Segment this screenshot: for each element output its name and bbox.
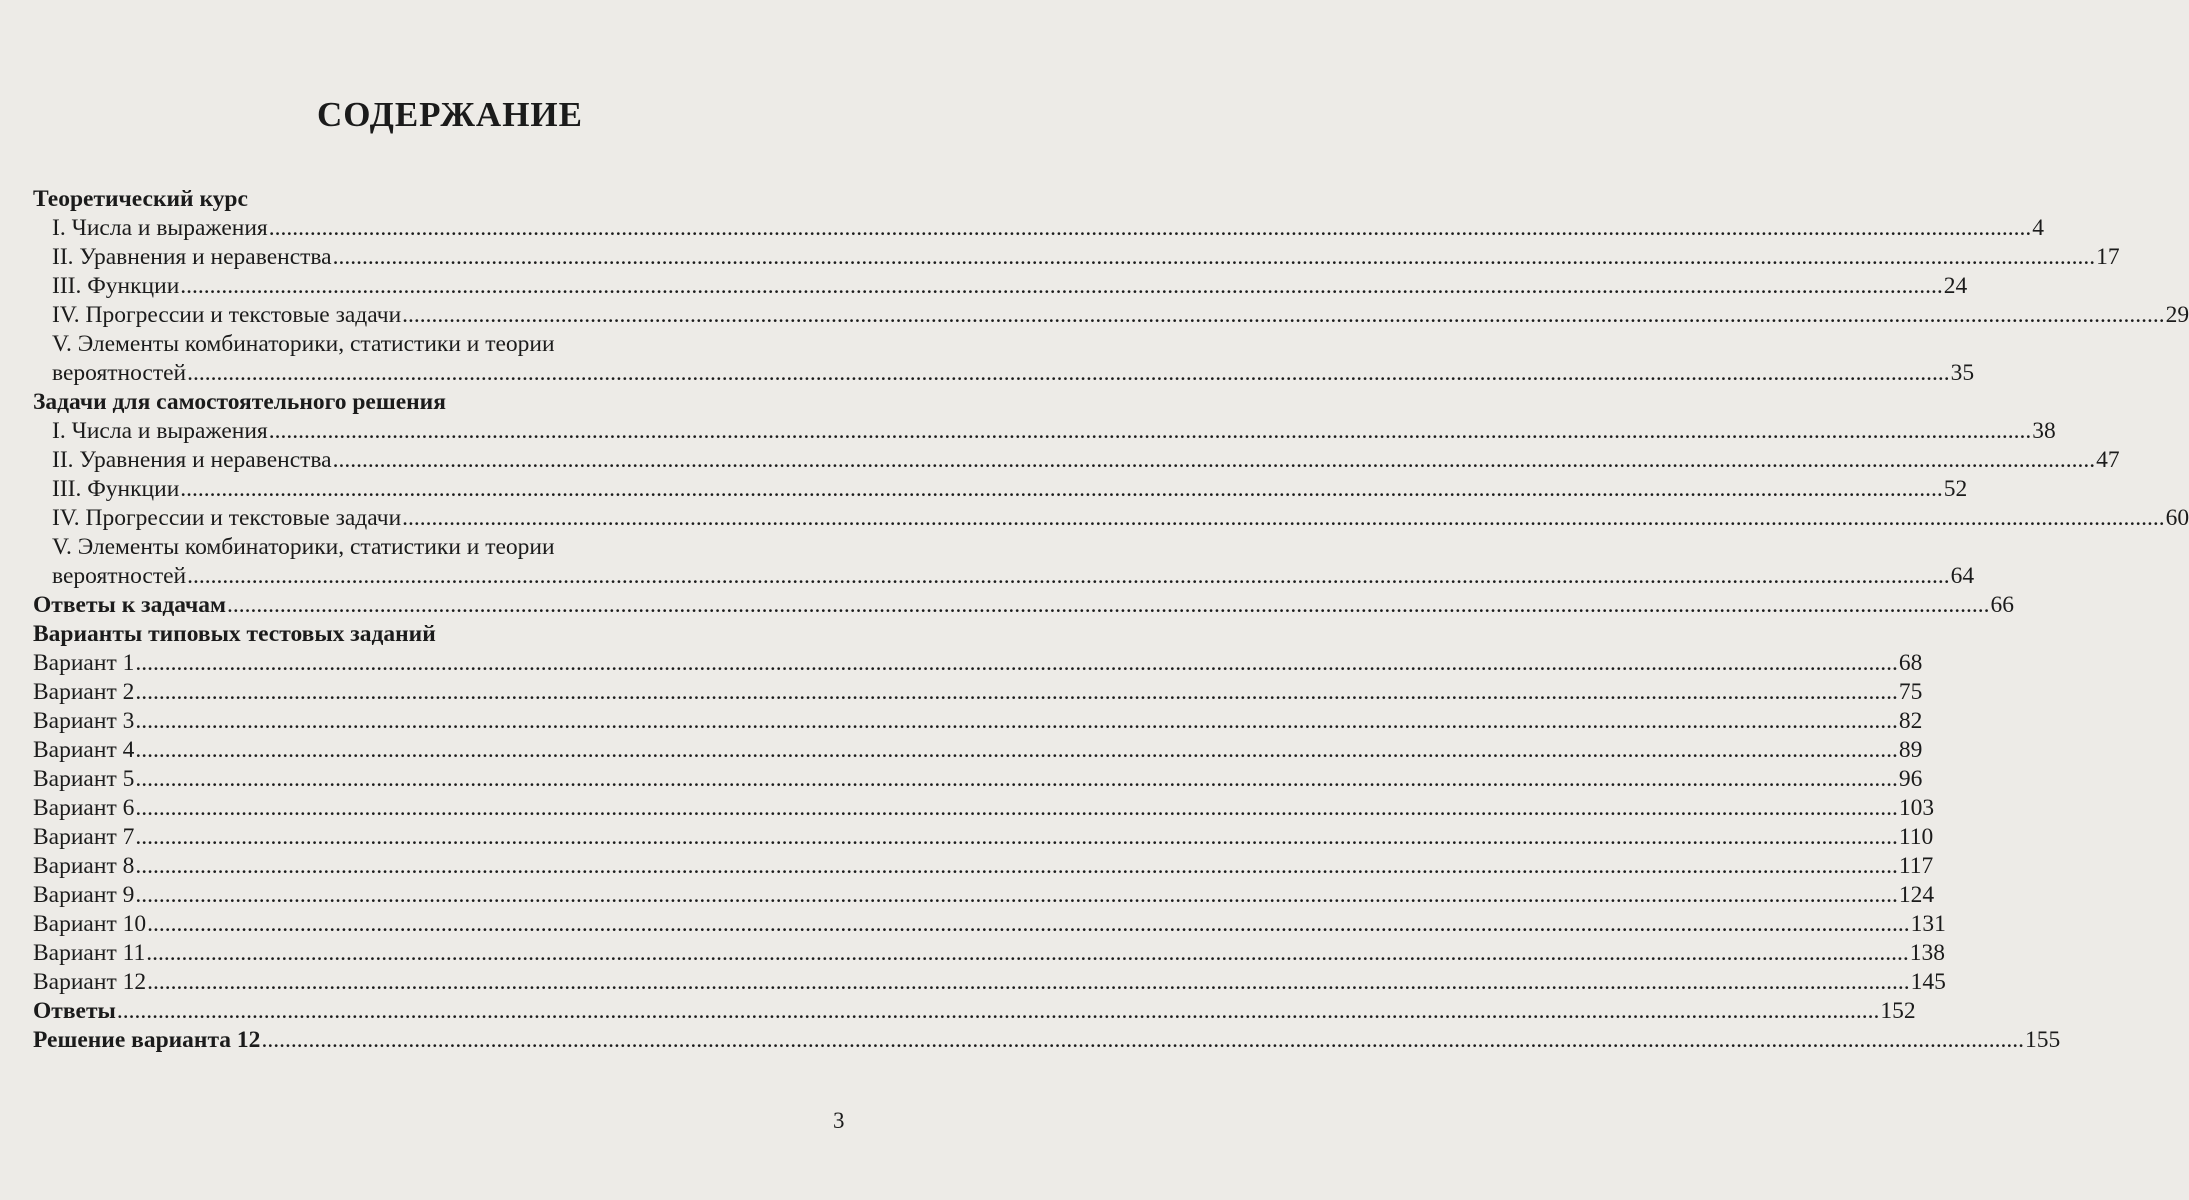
toc-entry-page: 155	[2024, 1027, 2061, 1053]
toc-entry-page: 64	[1950, 563, 1975, 589]
dot-leader: ............................................................................................................................................................................................................................................................................................................	[227, 592, 1990, 618]
toc-entry-page: 75	[1898, 679, 1923, 705]
toc-entry-page: 131	[1910, 911, 1946, 937]
toc-entry-label: Ответы	[33, 998, 116, 1024]
toc-entry-page: 4	[2032, 215, 2044, 241]
toc-entry-label: V. Элементы комбинаторики, статистики и теории	[52, 534, 555, 560]
toc-entry-label: Вариант 12	[33, 969, 147, 995]
toc-entry-page: 35	[1950, 360, 1975, 386]
toc-entry-page: 117	[1898, 853, 1934, 879]
toc-entry-label: Вариант 7	[33, 824, 135, 850]
toc-entry-page: 60	[2165, 505, 2189, 531]
toc-entry-page: 47	[2096, 447, 2120, 473]
dot-leader: ............................................................................................................................................................................................................................................................................................................	[135, 853, 1898, 879]
dot-leader: ............................................................................................................................................................................................................................................................................................................	[135, 650, 1898, 676]
toc-entry[interactable]	[33, 301, 2189, 330]
toc-entry-page: 68	[1898, 650, 1923, 676]
toc-entry-page: 96	[1898, 766, 1923, 792]
toc-entry[interactable]	[33, 243, 2120, 272]
dot-leader: ............................................................................................................................................................................................................................................................................................................	[332, 447, 2096, 473]
toc-entry-label: IV. Прогрессии и текстовые задачи	[52, 302, 402, 328]
dot-leader: ............................................................................................................................................................................................................................................................................................................	[147, 969, 1910, 995]
page-title: СОДЕРЖАНИЕ	[316, 95, 583, 134]
dot-leader: ............................................................................................................................................................................................................................................................................................................	[402, 302, 2165, 328]
toc-entry-label: I. Числа и выражения	[52, 215, 268, 241]
toc-entry-page: 145	[1910, 969, 1946, 995]
toc-entry[interactable]	[33, 939, 1945, 968]
toc-entry-page: 24	[1943, 273, 1968, 299]
toc-entry-label: Теоретический курс	[33, 186, 248, 212]
toc-entry-label: Вариант 2	[33, 679, 135, 705]
toc-entry-page: 29	[2165, 302, 2189, 328]
dot-leader: ............................................................................................................................................................................................................................................................................................................	[180, 476, 1943, 502]
dot-leader: ............................................................................................................................................................................................................................................................................................................	[146, 940, 1909, 966]
toc-section-heading[interactable]	[33, 997, 1916, 1026]
toc-entry-label: Вариант 10	[33, 911, 147, 937]
toc-entry-label: Ответы к задачам	[33, 592, 227, 618]
table-of-contents	[33, 185, 2189, 1055]
toc-entry-label: Вариант 6	[33, 795, 135, 821]
toc-entry[interactable]	[33, 823, 1934, 852]
dot-leader: ............................................................................................................................................................................................................................................................................................................	[135, 708, 1898, 734]
page-number: 3	[833, 1108, 845, 1133]
toc-entry[interactable]	[33, 881, 1935, 910]
toc-entry-page: 124	[1898, 882, 1935, 908]
toc-entry-label: Вариант 11	[33, 940, 146, 966]
toc-entry-label: Вариант 4	[33, 737, 135, 763]
toc-entry[interactable]	[33, 910, 1946, 939]
toc-entry-page: 152	[1880, 998, 1916, 1024]
toc-entry-label: вероятностей	[52, 360, 187, 386]
dot-leader: ............................................................................................................................................................................................................................................................................................................	[147, 911, 1910, 937]
toc-section-heading[interactable]	[33, 185, 844, 214]
dot-leader: ............................................................................................................................................................................................................................................................................................................	[135, 766, 1898, 792]
toc-entry-page: 52	[1943, 476, 1968, 502]
dot-leader: ............................................................................................................................................................................................................................................................................................................	[261, 1027, 2024, 1053]
toc-entry-label: Задачи для самостоятельного решения	[33, 389, 446, 415]
toc-entry[interactable]	[33, 649, 1923, 678]
toc-entry-page: 138	[1909, 940, 1945, 966]
toc-entry-page: 103	[1898, 795, 1935, 821]
dot-leader: ............................................................................................................................................................................................................................................................................................................	[180, 273, 1943, 299]
toc-entry[interactable]	[33, 475, 1968, 504]
toc-entry-page: 66	[1990, 592, 2015, 618]
toc-entry-label: II. Уравнения и неравенства	[52, 244, 332, 270]
dot-leader: ............................................................................................................................................................................................................................................................................................................	[332, 244, 2096, 270]
toc-entry-label: Варианты типовых тестовых заданий	[33, 621, 436, 647]
toc-section-heading[interactable]	[33, 388, 844, 417]
dot-leader: ............................................................................................................................................................................................................................................................................................................	[187, 360, 1950, 386]
toc-entry[interactable]	[33, 736, 1923, 765]
toc-section-heading[interactable]	[33, 620, 844, 649]
toc-entry[interactable]	[33, 214, 2044, 243]
toc-entry[interactable]	[33, 678, 1923, 707]
dot-leader: ............................................................................................................................................................................................................................................................................................................	[135, 679, 1898, 705]
toc-entry-label: Вариант 3	[33, 708, 135, 734]
toc-entry[interactable]	[33, 272, 1968, 301]
dot-leader: ............................................................................................................................................................................................................................................................................................................	[187, 563, 1950, 589]
dot-leader: ............................................................................................................................................................................................................................................................................................................	[402, 505, 2165, 531]
toc-section-heading[interactable]	[33, 591, 2015, 620]
toc-entry[interactable]	[33, 562, 1975, 591]
toc-entry[interactable]	[33, 794, 1935, 823]
toc-entry[interactable]	[33, 707, 1923, 736]
toc-entry[interactable]	[33, 533, 844, 562]
toc-entry[interactable]	[33, 504, 2189, 533]
toc-entry-label: IV. Прогрессии и текстовые задачи	[52, 505, 402, 531]
toc-entry[interactable]	[33, 330, 844, 359]
dot-leader: ............................................................................................................................................................................................................................................................................................................	[135, 824, 1898, 850]
toc-entry-label: Вариант 1	[33, 650, 135, 676]
toc-section-heading[interactable]	[33, 1026, 2061, 1055]
toc-entry-label: II. Уравнения и неравенства	[52, 447, 332, 473]
toc-entry[interactable]	[33, 359, 1975, 388]
toc-entry[interactable]	[33, 446, 2120, 475]
toc-entry[interactable]	[33, 852, 1934, 881]
toc-entry-label: Вариант 8	[33, 853, 135, 879]
toc-entry-label: Вариант 5	[33, 766, 135, 792]
toc-entry-label: I. Числа и выражения	[52, 418, 268, 444]
toc-entry-label: V. Элементы комбинаторики, статистики и теории	[52, 331, 555, 357]
toc-entry-label: вероятностей	[52, 563, 187, 589]
toc-entry-page: 110	[1898, 824, 1934, 850]
toc-entry-page: 38	[2032, 418, 2056, 444]
toc-entry-page: 82	[1898, 708, 1923, 734]
toc-entry-label: III. Функции	[52, 476, 180, 502]
toc-entry-page: 17	[2096, 244, 2120, 270]
dot-leader: ............................................................................................................................................................................................................................................................................................................	[135, 795, 1898, 821]
dot-leader: ............................................................................................................................................................................................................................................................................................................	[268, 418, 2032, 444]
toc-entry-label: Вариант 9	[33, 882, 135, 908]
dot-leader: ............................................................................................................................................................................................................................................................................................................	[268, 215, 2032, 241]
toc-entry-label: Решение варианта 12	[33, 1027, 261, 1053]
dot-leader: ............................................................................................................................................................................................................................................................................................................	[135, 882, 1898, 908]
dot-leader: ............................................................................................................................................................................................................................................................................................................	[116, 998, 1880, 1024]
toc-entry-label: III. Функции	[52, 273, 180, 299]
toc-entry[interactable]	[33, 968, 1946, 997]
toc-entry[interactable]	[33, 417, 2056, 446]
dot-leader: ............................................................................................................................................................................................................................................................................................................	[135, 737, 1898, 763]
toc-entry[interactable]	[33, 765, 1923, 794]
toc-entry-page: 89	[1898, 737, 1923, 763]
